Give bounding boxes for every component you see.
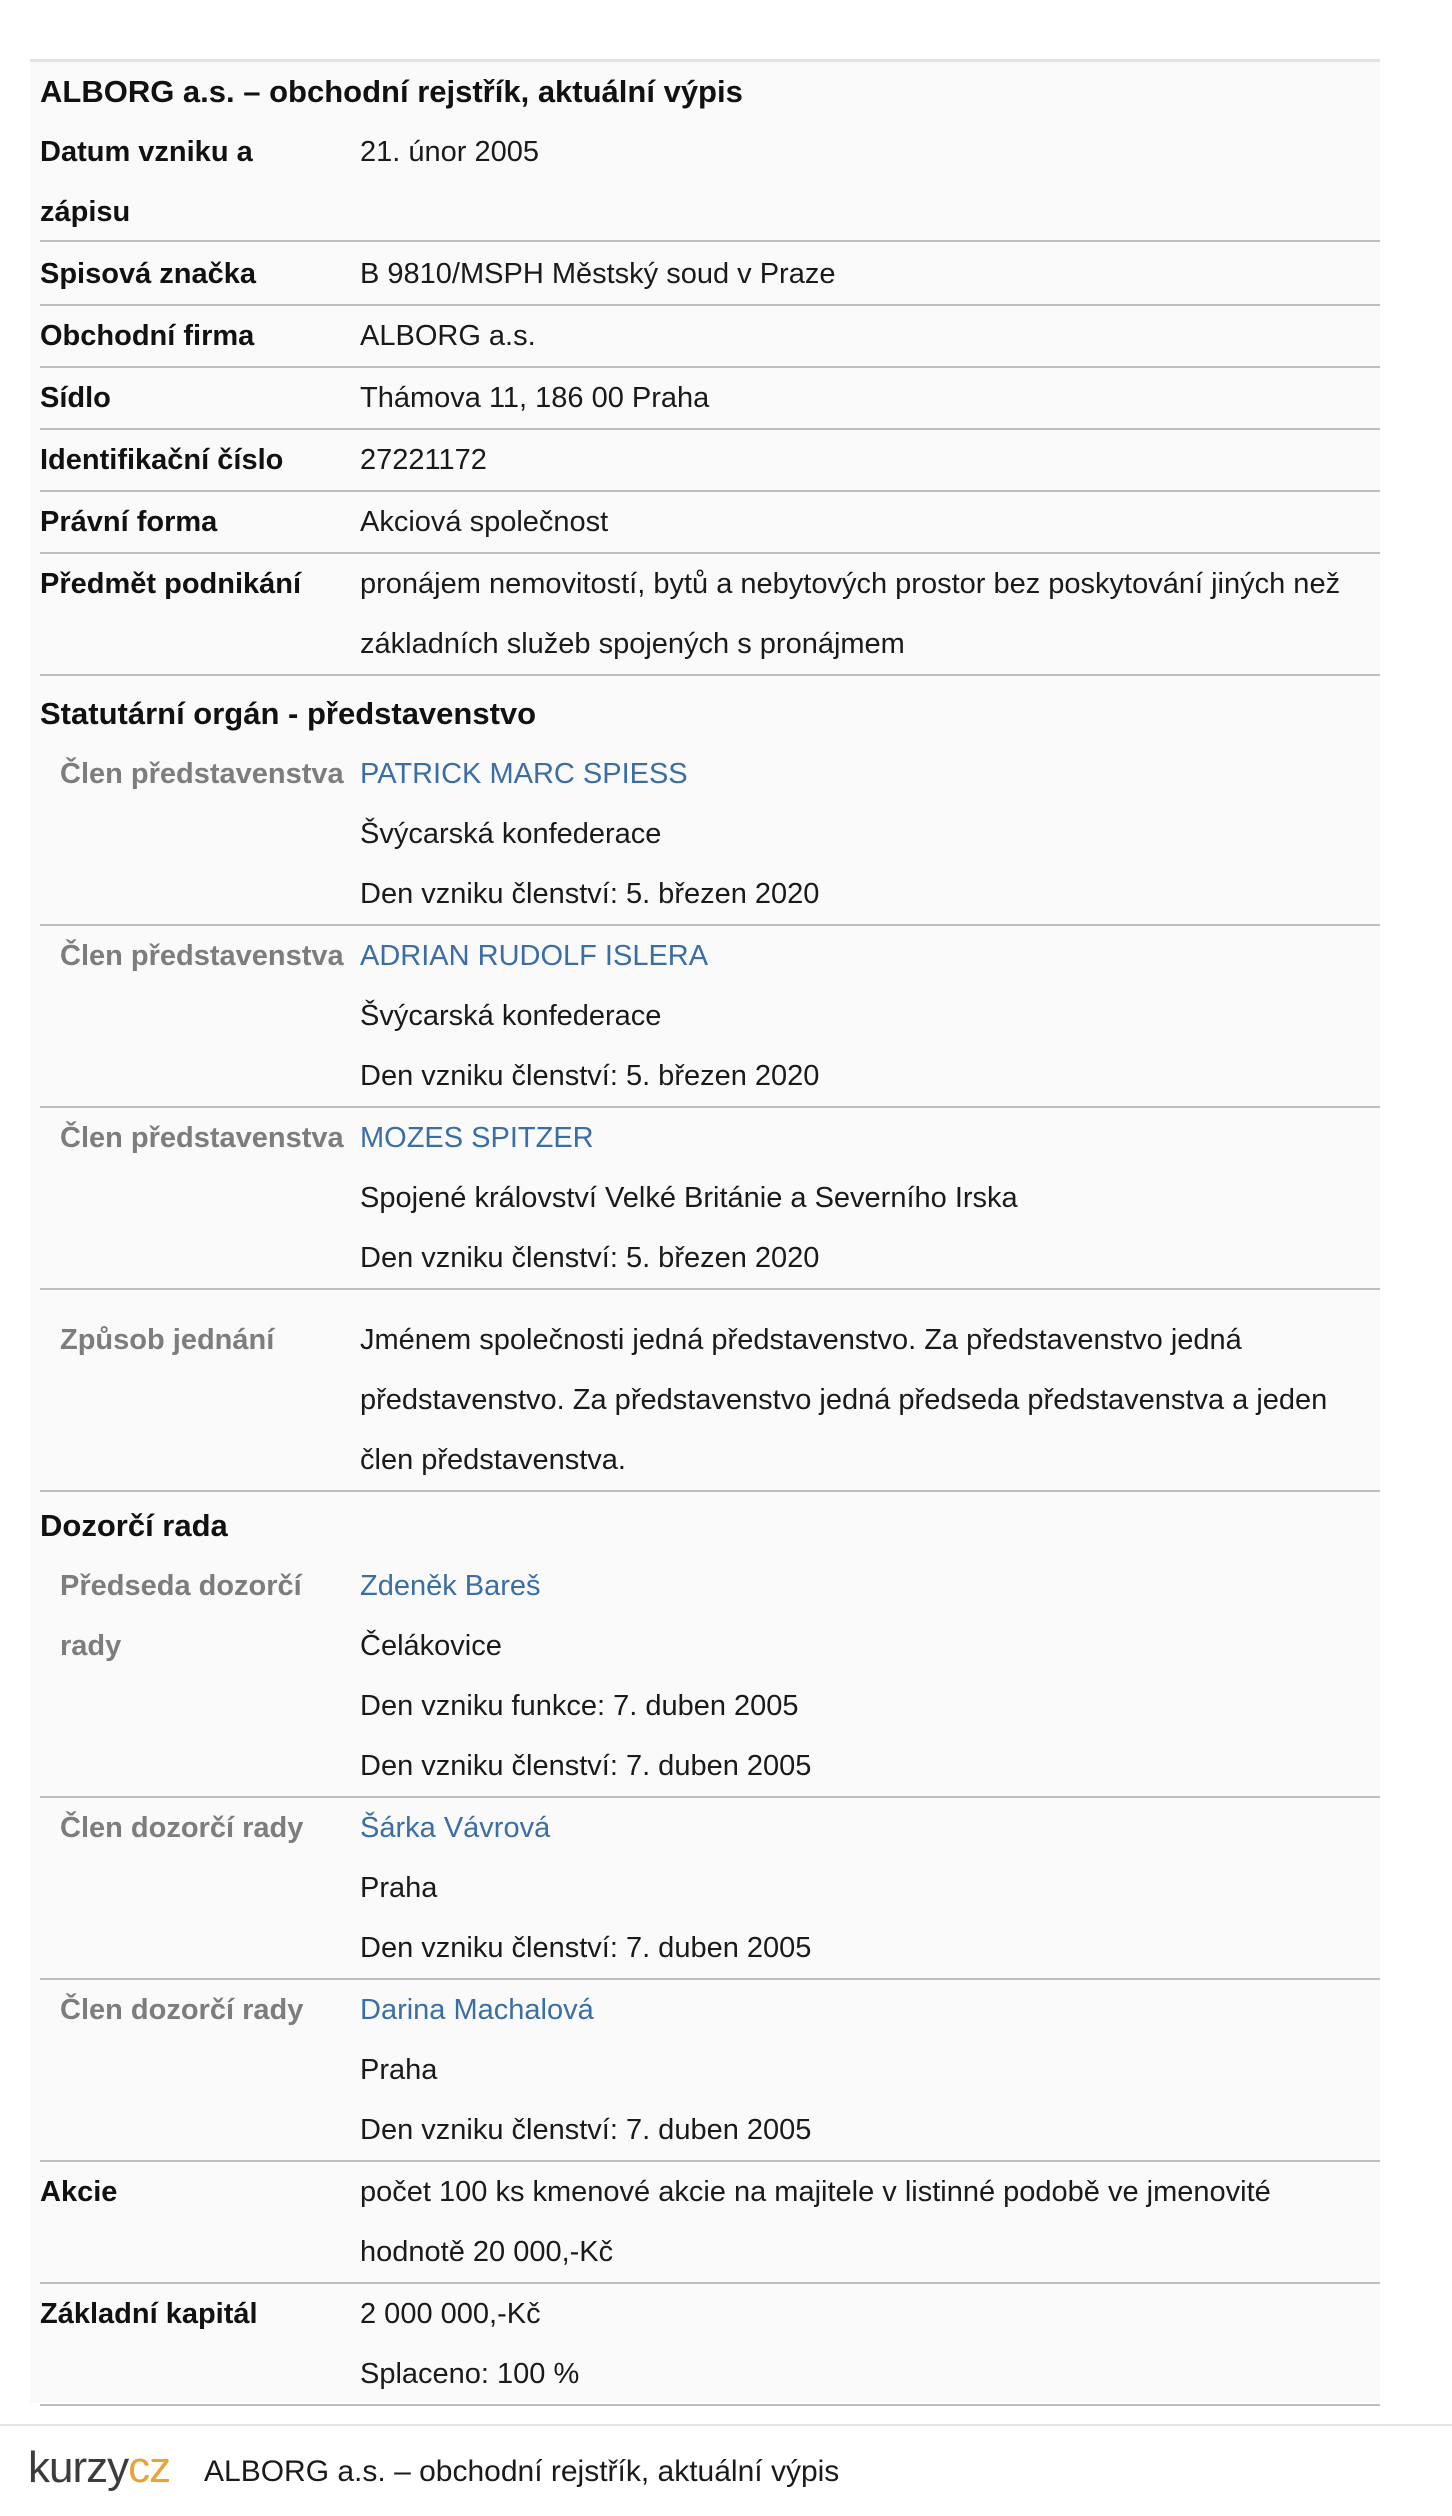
row-label: Sídlo bbox=[40, 382, 111, 414]
footer-title: ALBORG a.s. – obchodní rejstřík, aktuální výpis bbox=[204, 2455, 840, 2488]
supervisory-chair bbox=[40, 1556, 1380, 1798]
member-name-link[interactable]: Zdeněk Bareš bbox=[360, 1570, 541, 1602]
row-value bbox=[360, 1108, 1380, 1288]
row-value: 2 000 000,-Kč Splaceno: 100 % bbox=[360, 2298, 580, 2390]
row-value bbox=[360, 926, 1380, 1106]
section-heading-supervisory: Dozorčí rada bbox=[40, 1508, 228, 1543]
row-value: Jménem společnosti jedná představenstvo. Za představenstvo jedná představenstvo. Za představenstvo jedná předseda představenstva a jeden člen představenstva. bbox=[360, 1324, 1328, 1476]
member-since: Den vzniku členství: 5. březen 2020 bbox=[360, 1060, 820, 1092]
page-title: ALBORG a.s. – obchodní rejstřík, aktuální výpis bbox=[40, 74, 743, 109]
member-role: Člen představenstva bbox=[60, 1122, 344, 1154]
member-city: Praha bbox=[360, 1872, 438, 1904]
member-role: Člen představenstva bbox=[60, 758, 344, 790]
row-datum-vzniku bbox=[40, 122, 1380, 242]
row-value: 21. únor 2005 bbox=[360, 136, 539, 168]
member-since: Den vzniku členství: 5. březen 2020 bbox=[360, 1242, 820, 1274]
row-label: Základní kapitál bbox=[40, 2298, 258, 2330]
row-predmet-podnikani bbox=[40, 554, 1380, 676]
board-member bbox=[40, 1108, 1380, 1290]
footer bbox=[0, 2424, 1452, 2516]
row-value: B 9810/MSPH Městský soud v Praze bbox=[360, 258, 836, 290]
row-value bbox=[360, 744, 1380, 924]
supervisory-member bbox=[40, 1798, 1380, 1980]
board-member bbox=[40, 744, 1380, 926]
board-member bbox=[40, 926, 1380, 1108]
member-city: Praha bbox=[360, 2054, 438, 2086]
row-label: Datum vzniku a zápisu bbox=[40, 136, 253, 228]
member-name-link[interactable]: ADRIAN RUDOLF ISLERA bbox=[360, 940, 709, 972]
row-label: Právní forma bbox=[40, 506, 218, 538]
member-role: Člen dozorčí rady bbox=[60, 1994, 304, 2026]
member-since: Den vzniku členství: 7. duben 2005 bbox=[360, 2114, 812, 2146]
member-name-link[interactable]: Šárka Vávrová bbox=[360, 1812, 551, 1844]
member-since: Den vzniku členství: 5. březen 2020 bbox=[360, 878, 820, 910]
kurzy-logo[interactable]: kurzycz bbox=[28, 2443, 171, 2492]
row-value: ALBORG a.s. bbox=[360, 320, 536, 352]
row-value bbox=[360, 1980, 1380, 2160]
row-label: Spisová značka bbox=[40, 258, 256, 290]
row-spisova-znacka bbox=[40, 244, 1380, 306]
row-pravni-forma bbox=[40, 492, 1380, 554]
row-obchodni-firma bbox=[40, 306, 1380, 368]
row-zakladni-kapital bbox=[40, 2284, 1380, 2406]
member-since: Den vzniku členství: 7. duben 2005 bbox=[360, 1750, 812, 1782]
row-label: Identifikační číslo bbox=[40, 444, 284, 476]
member-name-link[interactable]: Darina Machalová bbox=[360, 1994, 594, 2026]
member-since: Den vzniku členství: 7. duben 2005 bbox=[360, 1932, 812, 1964]
row-value: Thámova 11, 186 00 Praha bbox=[360, 382, 710, 414]
member-name-link[interactable]: MOZES SPITZER bbox=[360, 1122, 594, 1154]
member-function-since: Den vzniku funkce: 7. duben 2005 bbox=[360, 1690, 799, 1722]
supervisory-member bbox=[40, 1980, 1380, 2162]
member-name-link[interactable]: PATRICK MARC SPIESS bbox=[360, 758, 688, 790]
row-label: Obchodní firma bbox=[40, 320, 255, 352]
row-label: Akcie bbox=[40, 2176, 118, 2208]
member-role: Člen dozorčí rady bbox=[60, 1812, 304, 1844]
section-heading-statutory: Statutární orgán - představenstvo bbox=[40, 696, 537, 731]
member-city: Čelákovice bbox=[360, 1630, 502, 1662]
member-country: Švýcarská konfederace bbox=[360, 1000, 662, 1032]
row-value bbox=[360, 1556, 1380, 1796]
row-sidlo bbox=[40, 368, 1380, 430]
member-country: Švýcarská konfederace bbox=[360, 818, 662, 850]
member-role: Člen představenstva bbox=[60, 940, 344, 972]
row-value: 27221172 bbox=[360, 444, 487, 476]
row-zpusob-jednani bbox=[40, 1290, 1380, 1492]
row-label: Způsob jednání bbox=[60, 1324, 275, 1356]
row-value: počet 100 ks kmenové akcie na majitele v listinné podobě ve jmenovité hodnotě 20 000,-Kč bbox=[360, 2176, 1271, 2268]
row-value: Akciová společnost bbox=[360, 506, 609, 538]
registry-extract bbox=[30, 59, 1380, 2403]
member-role: Předseda dozorčí rady bbox=[60, 1570, 302, 1662]
row-value: pronájem nemovitostí, bytů a nebytových prostor bez poskytování jiných než základních služeb spojených s pronájmem bbox=[360, 568, 1341, 660]
row-identifikacni-cislo bbox=[40, 430, 1380, 492]
row-akcie bbox=[40, 2162, 1380, 2284]
row-value bbox=[360, 1798, 1380, 1978]
row-label: Předmět podnikání bbox=[40, 568, 302, 600]
member-country: Spojené království Velké Británie a Severního Irska bbox=[360, 1182, 1018, 1214]
